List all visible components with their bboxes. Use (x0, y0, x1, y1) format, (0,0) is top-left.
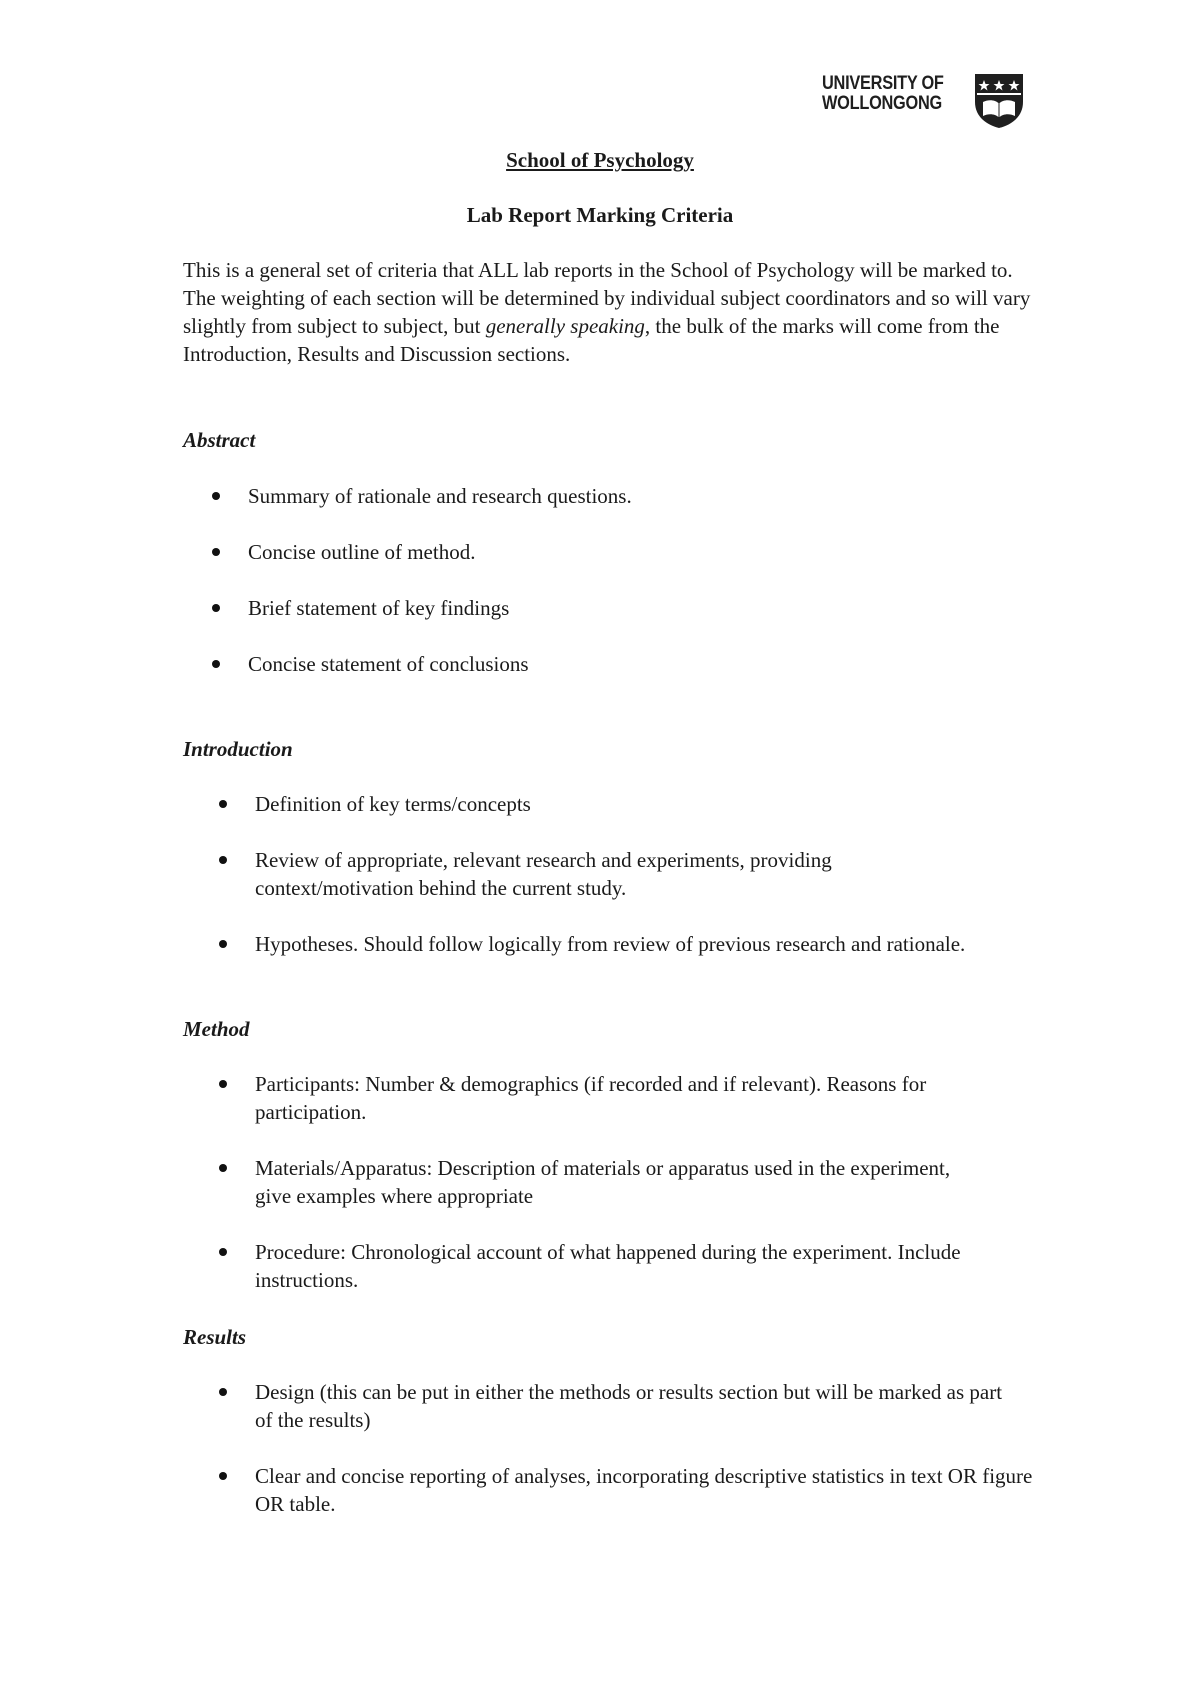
list-item-text: Concise outline of method. (248, 540, 476, 564)
school-title-text: School of Psychology (506, 148, 694, 172)
results-heading: Results (183, 1325, 247, 1349)
bullet-icon (219, 1388, 227, 1396)
logo-line-1: UNIVERSITY OF (822, 73, 944, 94)
bullet-icon (219, 1164, 227, 1172)
bullet-icon (219, 1248, 227, 1256)
shield-crest-icon (973, 72, 1025, 130)
logo-wordmark (822, 74, 944, 114)
logo-line-2: WOLLONGONG (822, 93, 942, 114)
list-item-text: Design (this can be put in either the methods or results section but will be marked as part of the results) (255, 1380, 1003, 1432)
document-title: Lab Report Marking Criteria (466, 203, 734, 227)
list-item-text: Clear and concise reporting of analyses, incorporating descriptive statistics in text OR figure OR table. (255, 1464, 1033, 1516)
method-heading: Method (183, 1017, 250, 1041)
list-item-text: Summary of rationale and research questions. (248, 484, 632, 508)
bullet-icon (219, 940, 227, 948)
bullet-icon (219, 856, 227, 864)
intro-text-end: , the bulk of the marks will come from the Introduction, Results and Discussion sections. (183, 314, 1000, 366)
intro-text-start: This is a general set of criteria that ALL lab reports in the School of Psychology will be marked to. The weighting of each section will be determined by individual subject coordinators and so will vary slightly from subject to subject, but (183, 258, 1031, 338)
introduction-heading: Introduction (183, 737, 293, 761)
list-item-text: Procedure: Chronological account of what happened during the experiment. Include instructions. (255, 1240, 961, 1292)
list-item-text: Brief statement of key findings (248, 596, 510, 620)
intro-paragraph (183, 256, 1033, 368)
school-title (0, 147, 1200, 173)
abstract-heading: Abstract (183, 428, 256, 452)
list-item-text: Definition of key terms/concepts (255, 792, 531, 816)
list-item-text: Hypotheses. Should follow logically from review of previous research and rationale. (255, 932, 966, 956)
bullet-icon (219, 1472, 227, 1480)
list-item-text: Materials/Apparatus: Description of materials or apparatus used in the experiment, give examples where appropriate (255, 1156, 951, 1208)
list-item-text: Participants: Number & demographics (if recorded and if relevant). Reasons for participation. (255, 1072, 927, 1124)
list-item-text: Concise statement of conclusions (248, 652, 529, 676)
university-logo (822, 72, 1022, 132)
bullet-icon (219, 800, 227, 808)
bullet-icon (219, 1080, 227, 1088)
bullet-icon (212, 548, 220, 556)
intro-emphasis: generally speaking (485, 314, 645, 338)
bullet-icon (212, 492, 220, 500)
bullet-icon (212, 604, 220, 612)
list-item-text: Review of appropriate, relevant research and experiments, providing context/motivation behind the current study. (255, 848, 832, 900)
bullet-icon (212, 660, 220, 668)
